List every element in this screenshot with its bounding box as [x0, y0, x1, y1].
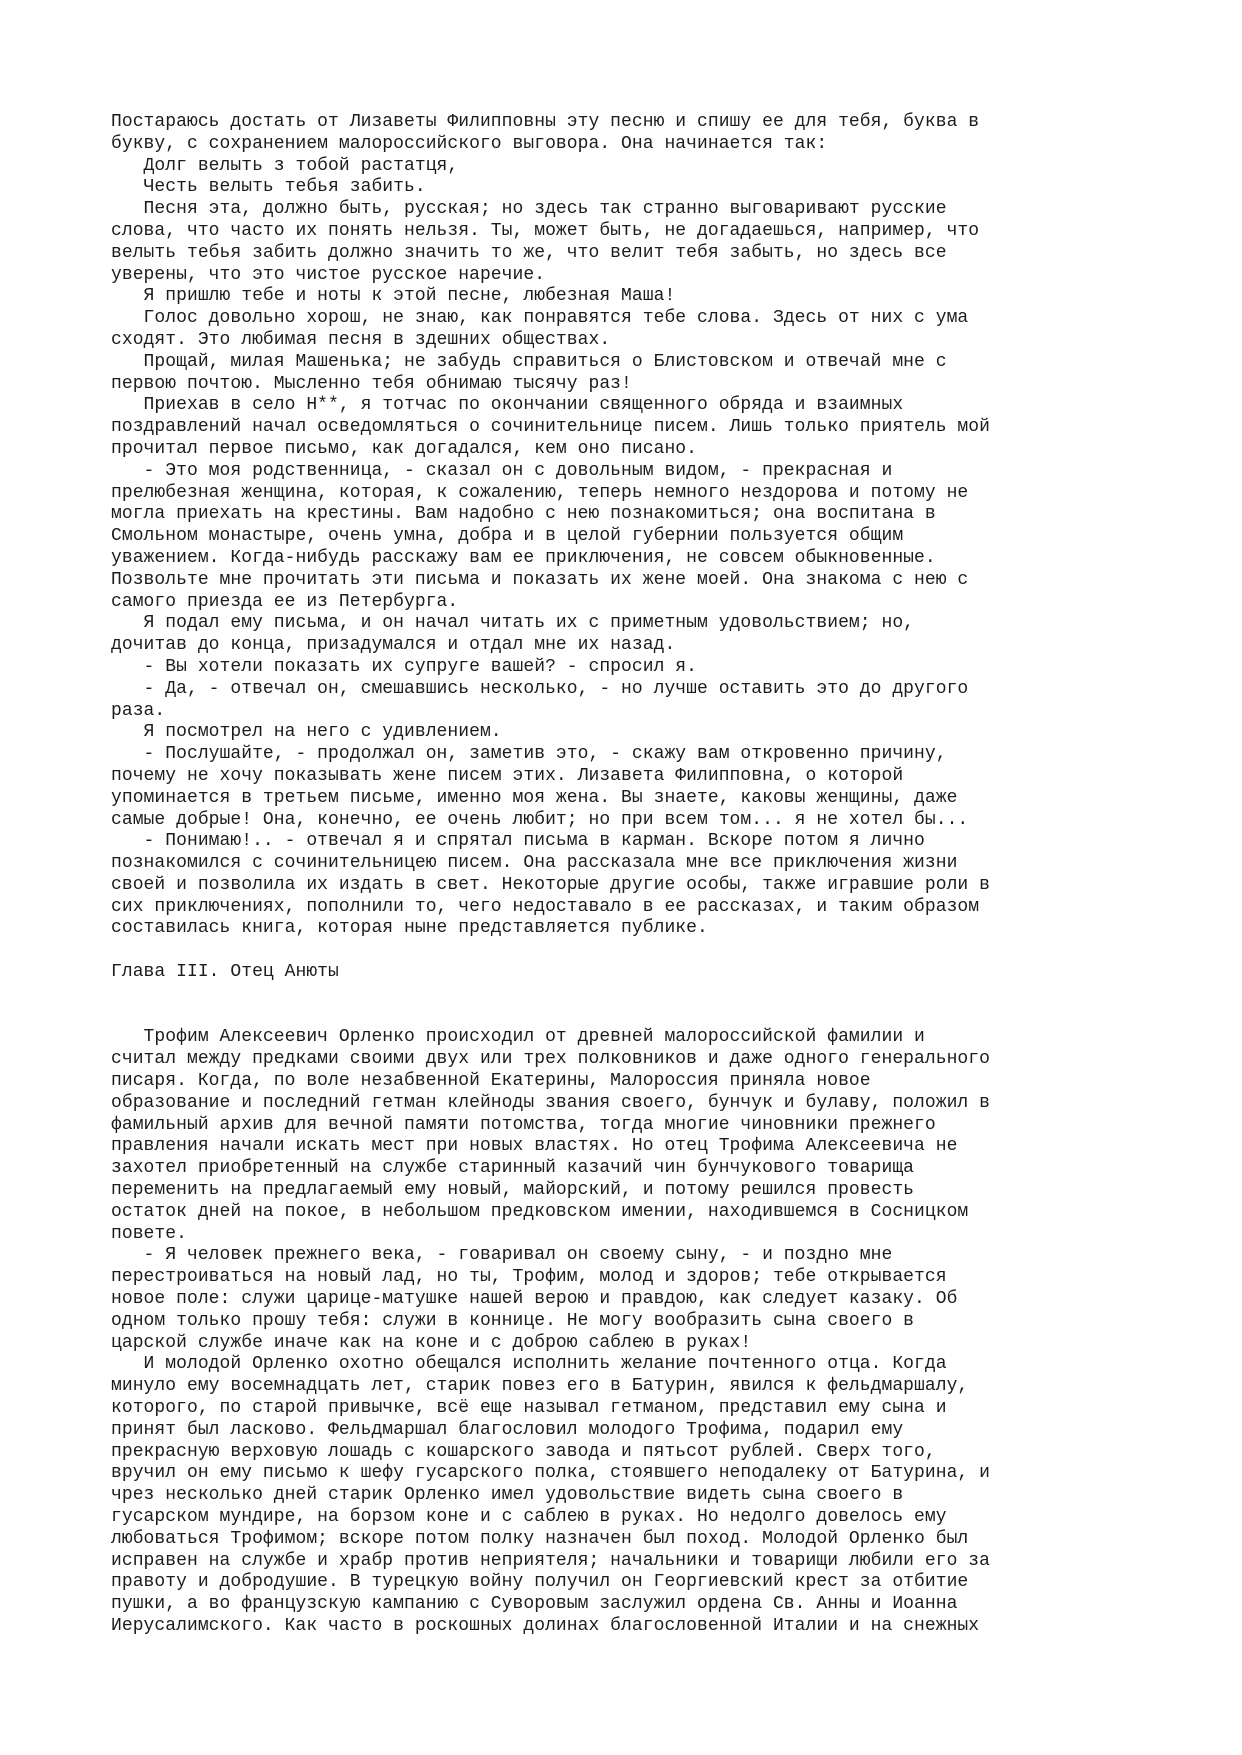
text-line: - Вы хотели показать их супруге вашей? - спросил я.: [111, 656, 697, 677]
text-line: перестроиваться на новый лад, но ты, Трофим, молод и здоров; тебе открывается: [111, 1267, 947, 1288]
text-line: переменить на предлагаемый ему новый, майорский, и потому решился провесть: [111, 1180, 915, 1201]
text-line: - Я человек прежнего века, - говаривал он своему сыну, - и поздно мне: [111, 1245, 893, 1266]
text-line: Иерусалимского. Как часто в роскошных долинах благословенной Италии и на снежных: [111, 1615, 980, 1636]
text-line: пушки, а во французскую кампанию с Суворовым заслужил ордена Св. Анны и Иоанна: [111, 1594, 958, 1615]
text-line: сходят. Это любимая песня в здешних обществах.: [111, 329, 611, 350]
text-line: правления начали искать мест при новых властях. Но отец Трофима Алексеевича не: [111, 1136, 958, 1157]
text-line: познакомился с сочинительницею писем. Она рассказала мне все приключения жизни: [111, 853, 958, 874]
text-line: Прощай, милая Машенька; не забудь справиться о Блистовском и отвечай мне с: [111, 351, 947, 372]
text-line: поздравлений начал осведомляться о сочинительнице писем. Лишь только приятель мой: [111, 417, 990, 438]
text-line: любоваться Трофимом; вскоре потом полку назначен был поход. Молодой Орленко был: [111, 1528, 969, 1549]
text-line: минуло ему восемнадцать лет, старик повез его в Батурин, явился к фельдмаршалу,: [111, 1376, 969, 1397]
text-line: дочитав до конца, призадумался и отдал мне их назад.: [111, 635, 676, 656]
text-line: остаток дней на покое, в небольшом предковском имении, находившемся в Сосницком: [111, 1201, 969, 1222]
text-line: образование и последний гетман клейноды звания своего, бунчук и булаву, положил в: [111, 1092, 990, 1113]
chapter-heading: Глава III. Отец Анюты: [111, 962, 339, 983]
text-line: считал между предками своими двух или трех полковников и даже одного генерального: [111, 1049, 990, 1070]
text-line: Постараюсь достать от Лизаветы Филипповны эту песню и спишу ее для тебя, буква в: [111, 112, 980, 132]
text-line: - Послушайте, - продолжал он, заметив это, - скажу вам откровенно причину,: [111, 744, 947, 765]
text-line: почему не хочу показывать жене писем этих. Лизавета Филипповна, о которой: [111, 765, 904, 786]
text-line: первою почтою. Мысленно тебя обнимаю тысячу раз!: [111, 373, 632, 394]
blank-line: [111, 984, 1221, 1006]
text-line: Трофим Алексеевич Орленко происходил от древней малороссийской фамилии и: [111, 1027, 925, 1048]
text-line: Голос довольно хорош, не знаю, как понравятся тебе слова. Здесь от них с ума: [111, 308, 969, 329]
text-line: одном только прошу тебя: служи в коннице. Не могу вообразить сына своего в: [111, 1310, 915, 1331]
text-line: правоту и добродушие. В турецкую войну получил он Георгиевский крест за отбитие: [111, 1572, 969, 1593]
text-line: - Да, - отвечал он, смешавшись несколько, - но лучше оставить это до другого: [111, 678, 969, 699]
text-line: букву, с сохранением малороссийского выговора. Она начинается так:: [111, 133, 828, 154]
text-line: царской службе иначе как на коне и с доброю саблею в руках!: [111, 1332, 752, 1353]
text-line: - Это моя родственница, - сказал он с довольным видом, - прекрасная и: [111, 460, 893, 481]
text-line: - Понимаю!.. - отвечал я и спрятал письма в карман. Вскоре потом я лично: [111, 831, 925, 852]
text-line: Я подал ему письма, и он начал читать их с приметным удовольствием; но,: [111, 613, 915, 634]
text-line: упоминается в третьем письме, именно моя жена. Вы знаете, каковы женщины, даже: [111, 787, 958, 808]
text-line: самые добрые! Она, конечно, ее очень любит; но при всем том... я не хотел бы...: [111, 809, 969, 830]
text-line: вручил он ему письмо к шефу гусарского полка, стоявшего неподалеку от Батурина, и: [111, 1463, 990, 1484]
text-line: раза.: [111, 700, 166, 721]
text-line: принят был ласково. Фельдмаршал благословил молодого Трофима, подарил ему: [111, 1419, 904, 1440]
text-line: Позвольте мне прочитать эти письма и показать их жене моей. Она знакома с нею с: [111, 569, 969, 590]
text-line: уважением. Когда-нибудь расскажу вам ее приключения, не совсем обыкновенные.: [111, 547, 936, 568]
text-line: чрез несколько дней старик Орленко имел удовольствие видеть сына своего в: [111, 1485, 904, 1506]
text-line: самого приезда ее из Петербурга.: [111, 591, 459, 612]
text-line: которого, по старой привычке, всё еще называл гетманом, представил ему сына и: [111, 1398, 947, 1419]
document-page: [111, 112, 1221, 1638]
text-line: прочитал первое письмо, как догадался, кем оно писано.: [111, 438, 697, 459]
text-line: гусарском мундире, на борзом коне и с саблею в руках. Но недолго довелось ему: [111, 1507, 947, 1527]
text-line: новое поле: служи царице-матушке нашей верою и правдою, как следует казаку. Об: [111, 1289, 958, 1310]
text-line: исправен на службе и храбр против неприятеля; начальники и товарищи любили его за: [111, 1550, 990, 1571]
text-line: Долг велыть з тобой растатця,: [111, 155, 459, 176]
text-line: Честь велыть тебья забить.: [111, 177, 426, 198]
text-line: Я пришлю тебе и ноты к этой песне, любезная Маша!: [111, 286, 676, 307]
text-line: Я посмотрел на него с удивлением.: [111, 722, 502, 743]
text-line: повете.: [111, 1223, 187, 1244]
text-line: прекрасную верховую лошадь с кошарского завода и пятьсот рублей. Сверх того,: [111, 1441, 936, 1462]
blank-line: [111, 1006, 1221, 1028]
text-line: сих приключениях, пополнили то, чего недоставало в ее рассказах, и таким образом: [111, 896, 980, 917]
text-line: Приехав в село Н**, я тотчас по окончании священного обряда и взаимных: [111, 395, 904, 416]
text-line: фамильный архив для вечной памяти потомства, тогда многие чиновники прежнего: [111, 1114, 936, 1135]
text-line: Смольном монастыре, очень умна, добра и в целой губернии пользуется общим: [111, 526, 904, 547]
blank-line: [111, 940, 1221, 962]
text-line: писаря. Когда, по воле незабвенной Екатерины, Малороссия приняла новое: [111, 1071, 871, 1092]
text-line: своей и позволила их издать в свет. Некоторые другие особы, также игравшие роли в: [111, 874, 990, 895]
text-line: могла приехать на крестины. Вам надобно с нею познакомиться; она воспитана в: [111, 504, 936, 525]
text-line: уверены, что это чистое русское наречие.: [111, 264, 546, 285]
text-line: велыть тебья забить должно значить то же, что велит тебя забыть, но здесь все: [111, 242, 947, 263]
text-line: захотел приобретенный на службе старинный казачий чин бунчукового товарища: [111, 1158, 915, 1179]
text-line: составилась книга, которая ныне представляется публике.: [111, 918, 708, 939]
text-block-chapter: [111, 1027, 1221, 1637]
text-line: И молодой Орленко охотно обещался исполнить желание почтенного отца. Когда: [111, 1354, 947, 1375]
text-line: слова, что часто их понять нельзя. Ты, может быть, не догадаешься, например, что: [111, 220, 980, 241]
text-block-letter: [111, 112, 1221, 940]
text-line: Песня эта, должно быть, русская; но здесь так странно выговаривают русские: [111, 199, 947, 220]
text-line: прелюбезная женщина, которая, к сожалению, теперь немного нездорова и потому не: [111, 482, 969, 503]
